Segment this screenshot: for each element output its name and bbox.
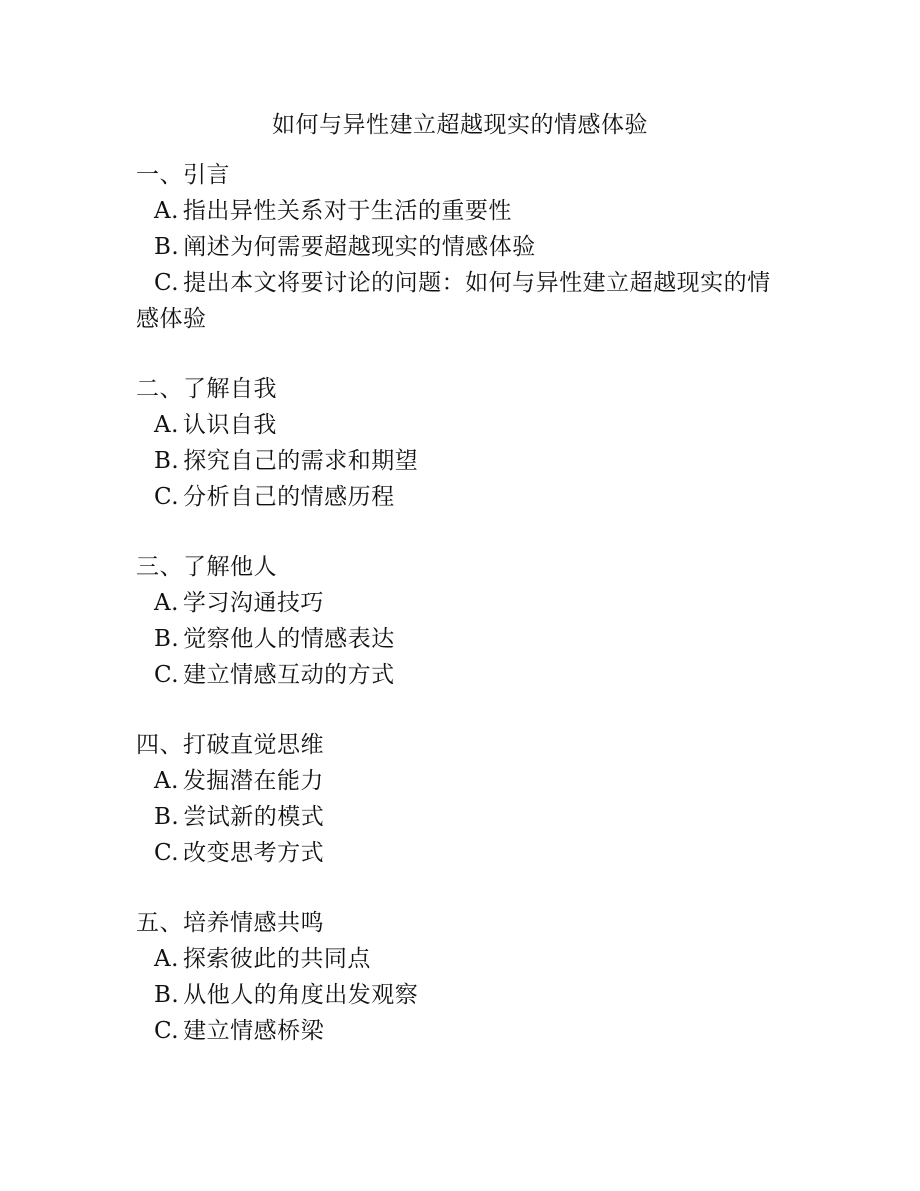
item-marker: B. — [154, 804, 180, 830]
outline-item — [136, 657, 791, 693]
item-text: 尝试新的模式 — [183, 804, 325, 830]
item-text: 指出异性关系对于生活的重要性 — [182, 198, 512, 224]
item-text-continuation: 感体验 — [136, 306, 207, 332]
outline-item — [136, 621, 791, 657]
item-marker: C. — [154, 270, 180, 296]
item-text: 分析自己的情感历程 — [183, 484, 395, 510]
item-marker: A. — [154, 412, 179, 438]
item-text: 改变思考方式 — [183, 840, 325, 866]
item-text: 从他人的角度出发观察 — [183, 982, 419, 1008]
item-marker: C. — [154, 1018, 180, 1044]
section-break-intuition — [136, 727, 791, 871]
section-introduction — [136, 157, 791, 337]
item-text: 发掘潜在能力 — [182, 768, 324, 794]
item-text: 建立情感桥梁 — [183, 1018, 325, 1044]
outline-item — [136, 941, 791, 977]
outline-item — [136, 407, 791, 443]
section-emotional-resonance — [136, 905, 791, 1049]
section-know-yourself — [136, 371, 791, 515]
item-text: 探索彼此的共同点 — [182, 946, 371, 972]
section-heading: 四、打破直觉思维 — [136, 732, 324, 758]
item-marker: B. — [154, 626, 180, 652]
item-marker: C. — [154, 484, 180, 510]
item-text: 提出本文将要讨论的问题：如何与异性建立超越现实的情 — [183, 270, 771, 296]
item-marker: A. — [154, 946, 179, 972]
outline-item — [136, 977, 791, 1013]
outline-item — [136, 1013, 791, 1049]
item-marker: C. — [154, 840, 180, 866]
item-text: 学习沟通技巧 — [182, 590, 324, 616]
item-marker: B. — [154, 982, 180, 1008]
section-heading: 三、了解他人 — [136, 554, 277, 580]
item-marker: C. — [154, 662, 180, 688]
section-heading: 五、培养情感共鸣 — [136, 910, 324, 936]
item-text: 认识自我 — [182, 412, 277, 438]
item-marker: A. — [154, 198, 179, 224]
item-text: 阐述为何需要超越现实的情感体验 — [183, 234, 536, 260]
outline-item-continuation — [136, 301, 791, 337]
item-text: 觉察他人的情感表达 — [183, 626, 395, 652]
outline-item — [136, 479, 791, 515]
outline-item — [136, 193, 791, 229]
item-marker: B. — [154, 234, 180, 260]
outline-item — [136, 265, 791, 301]
item-text: 建立情感互动的方式 — [183, 662, 395, 688]
outline-item — [136, 835, 791, 871]
section-heading: 二、了解自我 — [136, 376, 277, 402]
outline-item — [136, 763, 791, 799]
item-marker: A. — [154, 590, 179, 616]
section-heading: 一、引言 — [136, 162, 230, 188]
outline-item — [136, 443, 791, 479]
item-marker: A. — [154, 768, 179, 794]
outline-item — [136, 799, 791, 835]
outline-item — [136, 585, 791, 621]
item-marker: B. — [154, 448, 180, 474]
outline-content — [136, 157, 791, 1083]
outline-item — [136, 229, 791, 265]
document-title: 如何与异性建立超越现实的情感体验 — [272, 112, 648, 138]
section-know-others — [136, 549, 791, 693]
item-text: 探究自己的需求和期望 — [183, 448, 419, 474]
